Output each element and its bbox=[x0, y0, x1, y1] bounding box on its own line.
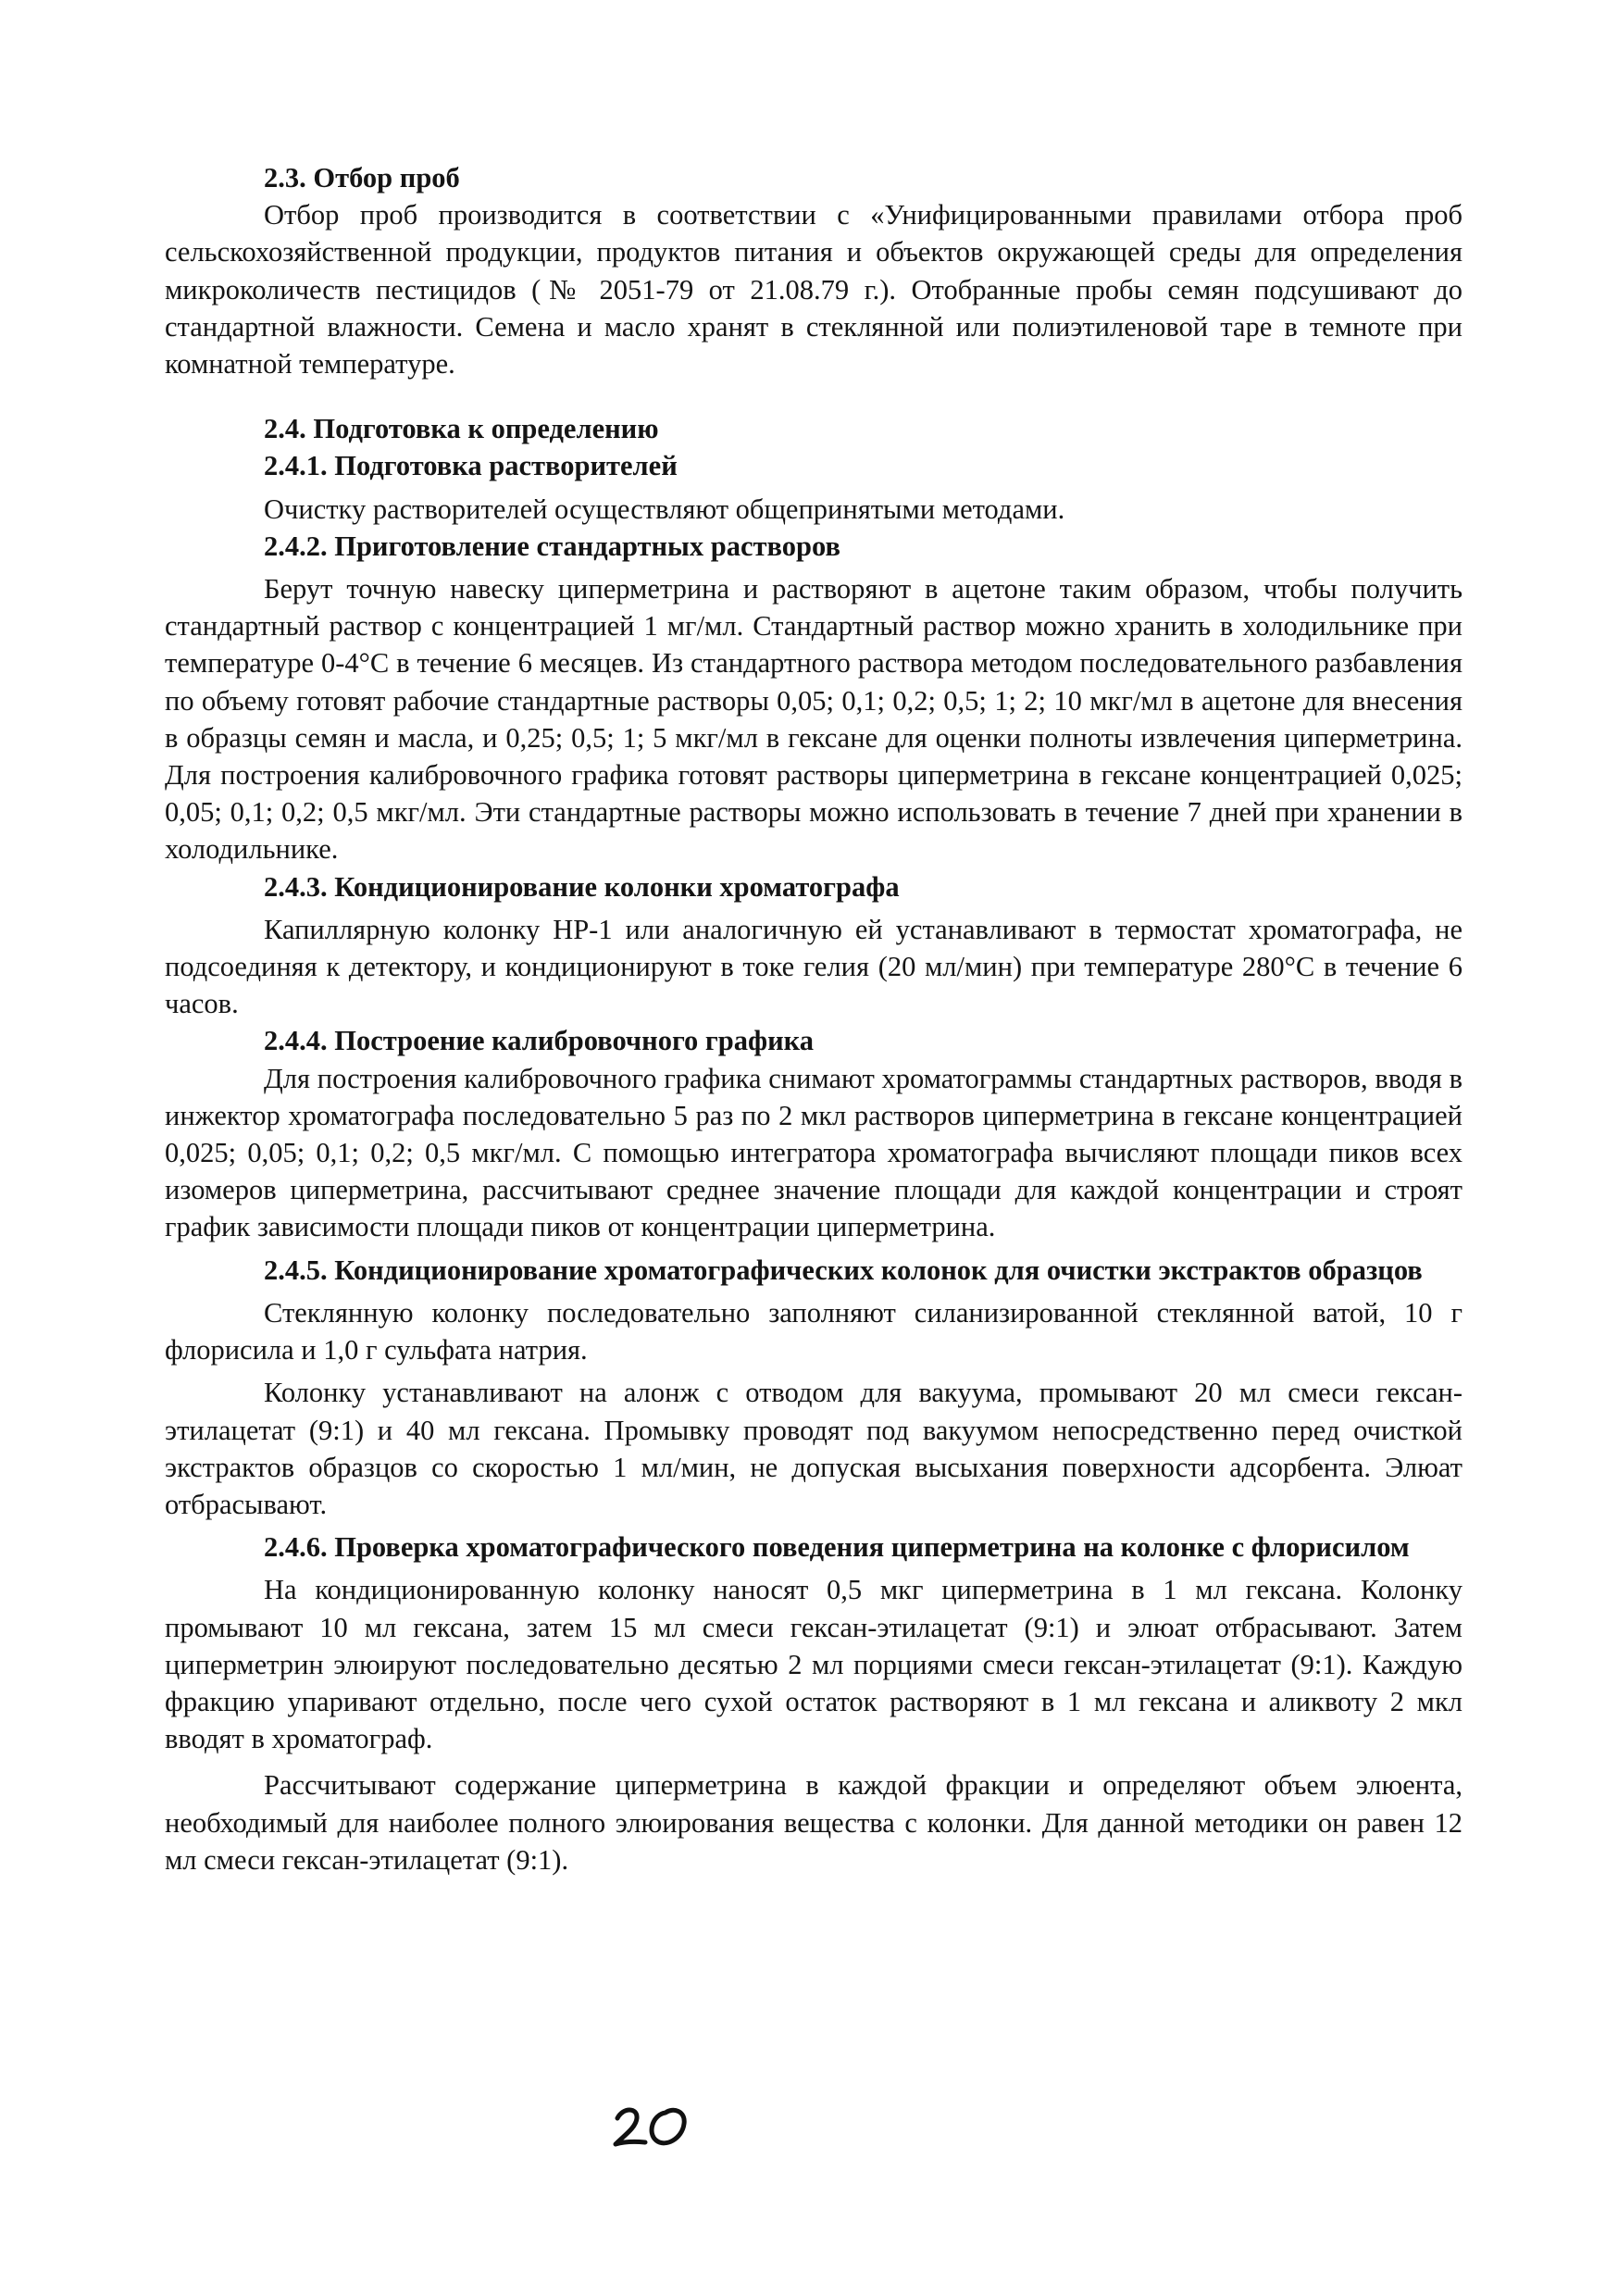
subsection-body-2-4-4: Для построения калибровочного графика снимают хроматограммы стандартных растворов, вводя в инжектор хроматографа последовательно 5 раз по 2 мкл растворов циперметрина в гексане концентрацией 0,025; 0,05; 0,1; 0,2; 0,5 мкг/мл. С помощью интегратора хроматографа вычисляют площади пиков всех изомеров циперметрина, рассчитывают среднее значение площади для каждой концентрации и строят график зависимости площади пиков от концентрации циперметрина. bbox=[165, 1062, 1462, 1243]
section-heading-2-3: 2.3. Отбор проб bbox=[264, 162, 460, 193]
section-body-2-3: Отбор проб производится в соответствии с «Унифицированными правилами отбора проб сельскохозяйственной продукции, продуктов питания и объектов окружающей среды для определения микроколичеств пестицидов (№ 2051-79 от 21.08.79 г.). Отобранные пробы семян подсушивают до стандартной влажности. Семена и масло хранят в стеклянной или полиэтиленовой таре в темноте при комнатной температуре. bbox=[165, 199, 1462, 381]
subsection-heading-2-4-5: 2.4.5. Кондиционирование хроматографических колонок для очистки экстрактов образцов bbox=[264, 1254, 1423, 1286]
section-gap bbox=[165, 382, 1462, 410]
subsection-heading-2-4-1: 2.4.1. Подготовка растворителей bbox=[264, 450, 678, 482]
handwritten-page-number bbox=[612, 2102, 695, 2153]
subsection-heading-2-4-3: 2.4.3. Кондиционирование колонки хроматографа bbox=[264, 870, 900, 903]
subsection-body-2-4-6-paragraph-2: Рассчитывают содержание циперметрина в каждой фракции и определяют объем элюента, необходимый для наиболее полного элюирования вещества с колонки. Для данной методики он равен 12 мл смеси гексан-этилацетат (9:1). bbox=[165, 1769, 1462, 1876]
subsection-body-2-4-6-paragraph-1: На кондиционированную колонку наносят 0,5 мкг циперметрина в 1 мл гексана. Колонку промывают 10 мл гексана, затем 15 мл смеси гексан-этилацетат (9:1) и элюат отбрасывают. Затем циперметрин элюируют последовательно десятью 2 мл порциями смеси гексан-этилацетат (9:1). Каждую фракцию упаривают отдельно, после чего сухой остаток растворяют в 1 мл гексана и аликвоту 2 мкл вводят в хроматограф. bbox=[165, 1574, 1462, 1755]
section-heading-2-4: 2.4. Подготовка к определению bbox=[264, 413, 659, 445]
subsection-body-2-4-3: Капиллярную колонку HP-1 или аналогичную ей устанавливают в термостат хроматографа, не подсоединяя к детектору, и кондиционируют в токе гелия (20 мл/мин) при температуре 280°С в течение 6 часов. bbox=[165, 913, 1462, 1020]
subsection-body-2-4-5-paragraph-2: Колонку устанавливают на алонж с отводом для вакуума, промывают 20 мл смеси гексан-этилацетат (9:1) и 40 мл гексана. Промывку проводят под вакуумом непосредственно перед очисткой экстрактов образцов со скоростью 1 мл/мин, не допуская высыхания поверхности адсорбента. Элюат отбрасывают. bbox=[165, 1377, 1462, 1520]
page-content bbox=[165, 159, 1462, 1878]
subsection-body-2-4-2: Берут точную навеску циперметрина и растворяют в ацетоне таким образом, чтобы получить стандартный раствор с концентрацией 1 мг/мл. Стандартный раствор можно хранить в холодильнике при температуре 0-4°С в течение 6 месяцев. Из стандартного раствора методом последовательного разбавления по объему готовят рабочие стандартные растворы 0,05; 0,1; 0,2; 0,5; 1; 2; 10 мкг/мл в ацетоне для внесения в образцы семян и масла, и 0,25; 0,5; 1; 5 мкг/мл в гексане для оценки полноты извлечения циперметрина. Для построения калибровочного графика готовят растворы циперметрина в гексане концентрацией 0,025; 0,05; 0,1; 0,2; 0,5 мкг/мл. Эти стандартные растворы можно использовать в течение 7 дней при хранении в холодильнике. bbox=[165, 573, 1462, 866]
handwritten-page-number-drawing bbox=[612, 2102, 695, 2153]
subsection-heading-2-4-2: 2.4.2. Приготовление стандартных растворов bbox=[264, 530, 840, 562]
subsection-heading-2-4-4: 2.4.4. Построение калибровочного графика bbox=[264, 1025, 815, 1057]
subsection-heading-2-4-6: 2.4.6. Проверка хроматографического поведения циперметрина на колонке с флорисилом bbox=[264, 1531, 1410, 1564]
subsection-body-2-4-5-paragraph-1: Стеклянную колонку последовательно заполняют силанизированной стеклянной ватой, 10 г флорисила и 1,0 г сульфата натрия. bbox=[165, 1296, 1462, 1366]
subsection-body-2-4-1: Очистку растворителей осуществляют общепринятыми методами. bbox=[264, 493, 1065, 525]
